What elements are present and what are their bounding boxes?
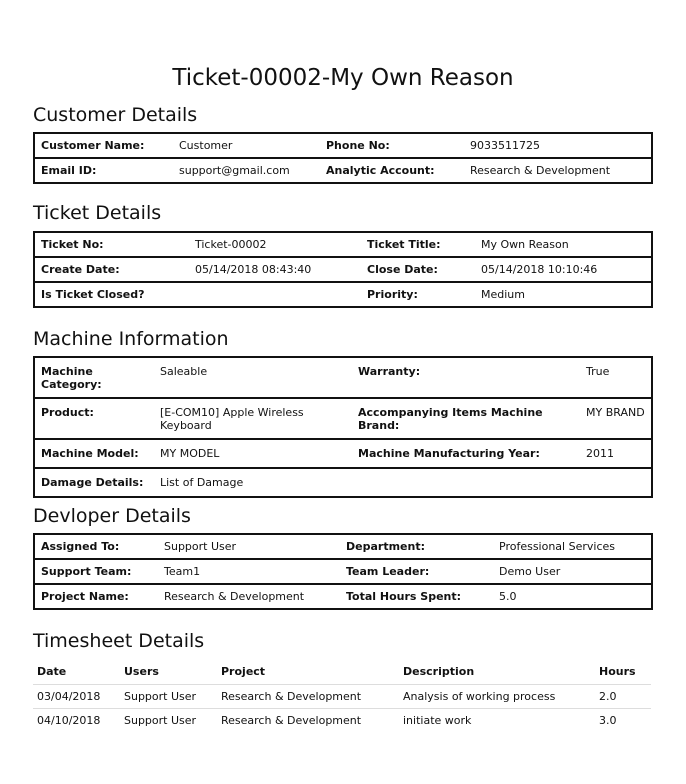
- ticket-details-table: [33, 231, 653, 308]
- developer-row-1: [34, 534, 652, 559]
- priority-label: Priority:: [361, 282, 475, 307]
- close-date-label: Close Date:: [361, 257, 475, 282]
- manufacturing-year-value: 2011: [580, 439, 652, 468]
- assigned-to-value: Support User: [158, 534, 340, 559]
- create-date-value: 05/14/2018 08:43:40: [189, 257, 361, 282]
- machine-row-2: [34, 398, 652, 439]
- ticket-closed-value: [189, 282, 361, 307]
- phone-value: 9033511725: [464, 133, 652, 158]
- machine-information-heading: Machine Information: [33, 328, 229, 350]
- ticket-row-2: [34, 257, 652, 282]
- table-row: [33, 709, 651, 733]
- machine-model-label: Machine Model:: [34, 439, 154, 468]
- table-row: [33, 685, 651, 709]
- project-name-value: Research & Development: [158, 584, 340, 609]
- team-leader-label: Team Leader:: [340, 559, 493, 584]
- timesheet-project: Research & Development: [217, 685, 399, 709]
- customer-row-1: [34, 133, 652, 158]
- machine-information-table: [33, 356, 653, 498]
- total-hours-value: 5.0: [493, 584, 652, 609]
- empty-cell: [580, 468, 652, 497]
- total-hours-label: Total Hours Spent:: [340, 584, 493, 609]
- phone-label: Phone No:: [320, 133, 464, 158]
- warranty-label: Warranty:: [352, 357, 580, 398]
- machine-row-1: [34, 357, 652, 398]
- developer-details-heading: Devloper Details: [33, 505, 191, 527]
- ticket-title-label: Ticket Title:: [361, 232, 475, 257]
- machine-row-3: [34, 439, 652, 468]
- timesheet-description: initiate work: [399, 709, 595, 733]
- ticket-closed-label: Is Ticket Closed?: [34, 282, 189, 307]
- timesheet-date: 04/10/2018: [33, 709, 120, 733]
- column-header-date: Date: [37, 664, 67, 678]
- timesheet-description: Analysis of working process: [399, 685, 595, 709]
- timesheet-table: [33, 658, 651, 732]
- analytic-account-value: Research & Development: [464, 158, 652, 183]
- ticket-details-heading: Ticket Details: [33, 202, 162, 224]
- developer-row-3: [34, 584, 652, 609]
- create-date-label: Create Date:: [34, 257, 189, 282]
- machine-category-value: Saleable: [154, 357, 352, 398]
- page-title: Ticket-00002-My Own Reason: [172, 65, 514, 91]
- customer-name-label: Customer Name:: [34, 133, 173, 158]
- damage-details-label: Damage Details:: [34, 468, 154, 497]
- analytic-account-label: Analytic Account:: [320, 158, 464, 183]
- empty-cell: [352, 468, 580, 497]
- column-header-description: Description: [403, 664, 475, 678]
- machine-category-label: Machine Category:: [34, 357, 154, 398]
- customer-details-table: [33, 132, 653, 184]
- ticket-no-label: Ticket No:: [34, 232, 189, 257]
- column-header-users: Users: [124, 664, 159, 678]
- project-name-label: Project Name:: [34, 584, 158, 609]
- assigned-to-label: Assigned To:: [34, 534, 158, 559]
- ticket-no-value: Ticket-00002: [189, 232, 361, 257]
- support-team-label: Support Team:: [34, 559, 158, 584]
- manufacturing-year-label: Machine Manufacturing Year:: [352, 439, 580, 468]
- timesheet-project: Research & Development: [217, 709, 399, 733]
- machine-row-4: [34, 468, 652, 497]
- damage-details-value: List of Damage: [154, 468, 352, 497]
- department-label: Department:: [340, 534, 493, 559]
- support-team-value: Team1: [158, 559, 340, 584]
- ticket-title-value: My Own Reason: [475, 232, 652, 257]
- machine-brand-value: MY BRAND: [580, 398, 652, 439]
- timesheet-hours: 3.0: [595, 709, 651, 733]
- column-header-project: Project: [221, 664, 266, 678]
- developer-row-2: [34, 559, 652, 584]
- department-value: Professional Services: [493, 534, 652, 559]
- close-date-value: 05/14/2018 10:10:46: [475, 257, 652, 282]
- timesheet-header-row: [33, 658, 651, 685]
- column-header-hours: Hours: [599, 664, 636, 678]
- timesheet-user: Support User: [120, 685, 217, 709]
- product-label: Product:: [34, 398, 154, 439]
- timesheet-hours: 2.0: [595, 685, 651, 709]
- timesheet-details-heading: Timesheet Details: [33, 630, 205, 652]
- machine-model-value: MY MODEL: [154, 439, 352, 468]
- customer-row-2: [34, 158, 652, 183]
- machine-brand-label: Accompanying Items Machine Brand:: [352, 398, 580, 439]
- ticket-row-1: [34, 232, 652, 257]
- priority-value: Medium: [475, 282, 652, 307]
- timesheet-date: 03/04/2018: [33, 685, 120, 709]
- email-value: support@gmail.com: [173, 158, 320, 183]
- product-value: [E-COM10] Apple Wireless Keyboard: [154, 398, 352, 439]
- email-label: Email ID:: [34, 158, 173, 183]
- developer-details-table: [33, 533, 653, 610]
- timesheet-user: Support User: [120, 709, 217, 733]
- team-leader-value: Demo User: [493, 559, 652, 584]
- ticket-row-3: [34, 282, 652, 307]
- customer-details-heading: Customer Details: [33, 104, 198, 126]
- warranty-value: True: [580, 357, 652, 398]
- customer-name-value: Customer: [173, 133, 320, 158]
